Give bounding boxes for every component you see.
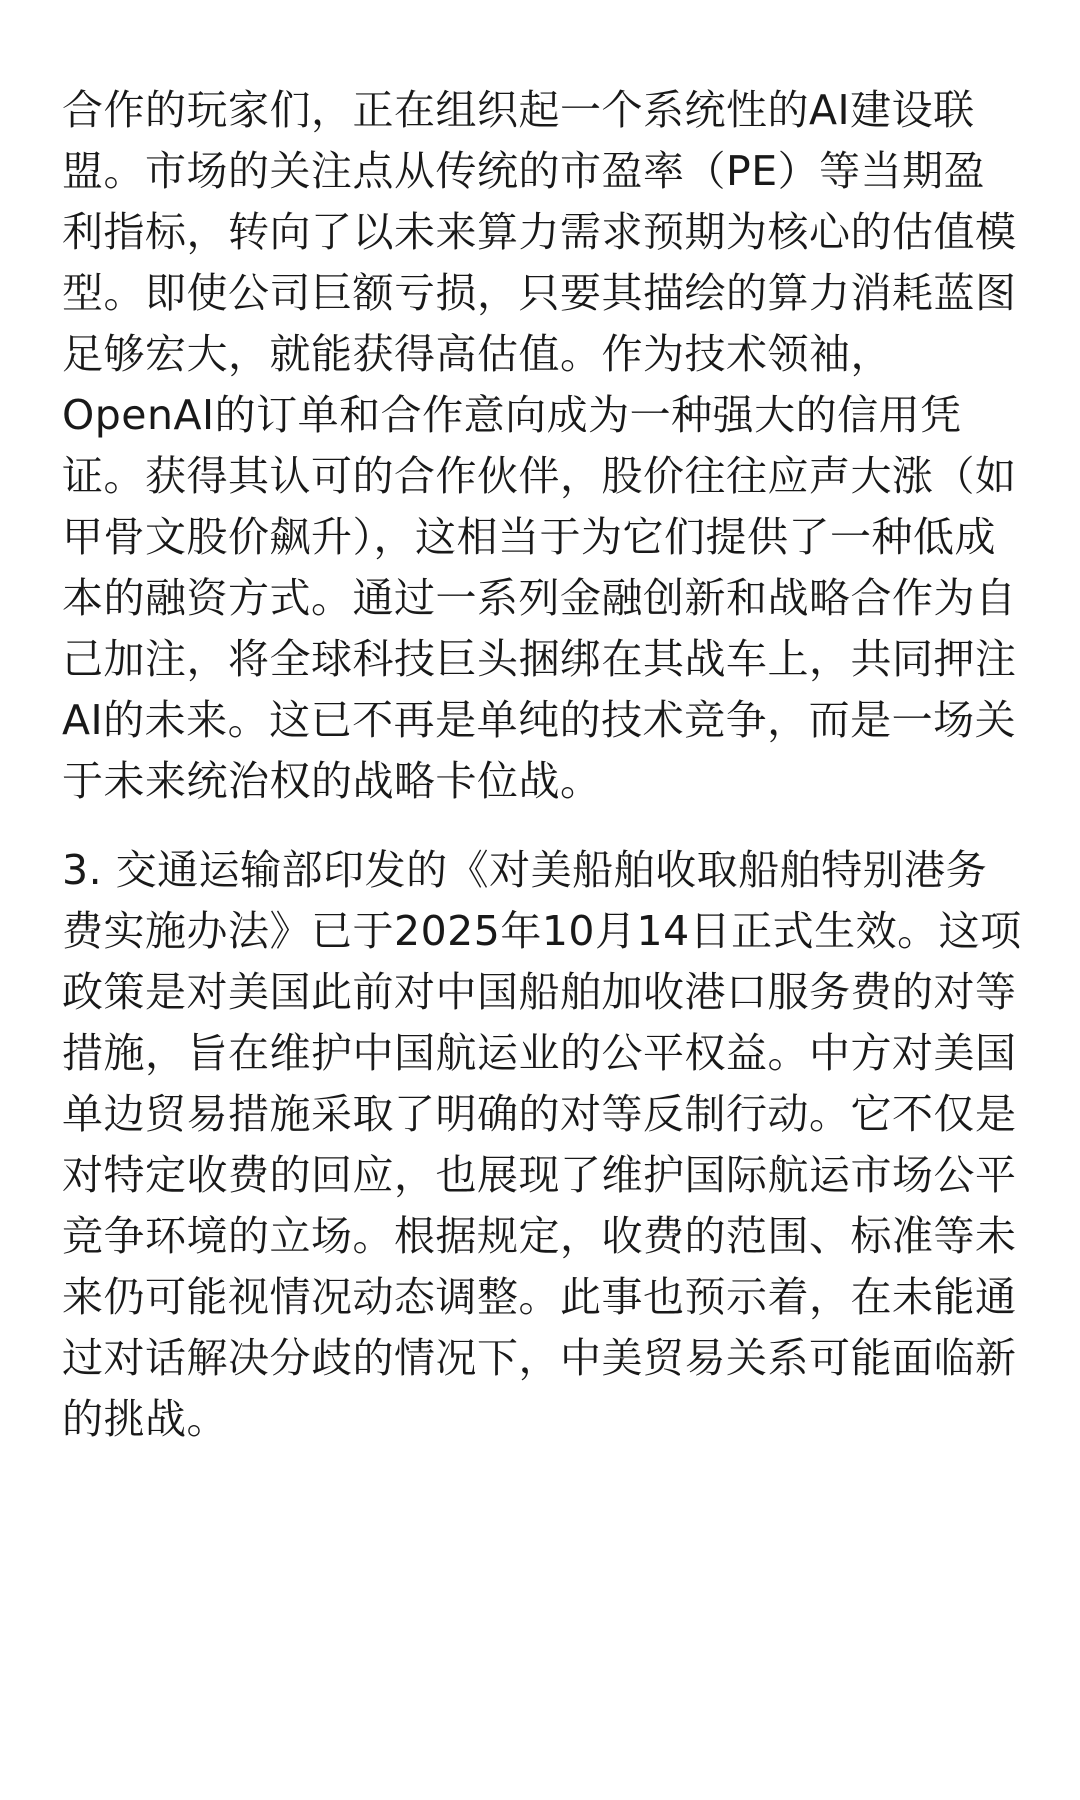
text-line: 的挑战。 — [62, 1395, 228, 1443]
text-line: 单边贸易措施采取了明确的对等反制行动。它不仅是 — [62, 1090, 1017, 1138]
text-line: 3. 交通运输部印发的《对美船舶收取船舶特别港务 — [62, 846, 988, 894]
text-line: 己加注，将全球科技巨头捆绑在其战车上，共同押注 — [62, 635, 1017, 683]
text-line: 于未来统治权的战略卡位战。 — [62, 757, 602, 805]
text-line: 足够宏大，就能获得高估值。作为技术领袖， — [62, 330, 892, 378]
text-line: 证。获得其认可的合作伙伴，股价往往应声大涨（如 — [62, 452, 1017, 500]
text-line: 措施，旨在维护中国航运业的公平权益。中方对美国 — [62, 1029, 1017, 1077]
text-line: 费实施办法》已于2025年10月14日正式生效。这项 — [62, 907, 1022, 955]
paragraph-port-fee-policy — [62, 840, 1022, 1450]
text-line: 竞争环境的立场。根据规定，收费的范围、标准等未 — [62, 1212, 1017, 1260]
article-body — [62, 80, 1022, 1450]
text-line: OpenAI的订单和合作意向成为一种强大的信用凭 — [62, 391, 962, 439]
text-line: 过对话解决分歧的情况下，中美贸易关系可能面临新 — [62, 1334, 1017, 1382]
text-line: 来仍可能视情况动态调整。此事也预示着，在未能通 — [62, 1273, 1017, 1321]
text-line: 型。即使公司巨额亏损，只要其描绘的算力消耗蓝图 — [62, 269, 1017, 317]
text-line: 政策是对美国此前对中国船舶加收港口服务费的对等 — [62, 968, 1017, 1016]
text-line: 利指标，转向了以未来算力需求预期为核心的估值模 — [62, 208, 1017, 256]
text-line: AI的未来。这已不再是单纯的技术竞争，而是一场关 — [62, 696, 1017, 744]
text-line: 盟。市场的关注点从传统的市盈率（PE）等当期盈 — [62, 147, 986, 195]
text-line: 合作的玩家们，正在组织起一个系统性的AI建设联 — [62, 86, 975, 134]
text-line: 本的融资方式。通过一系列金融创新和战略合作为自 — [62, 574, 1017, 622]
text-line: 甲骨文股价飙升），这相当于为它们提供了一种低成 — [62, 513, 996, 561]
text-line: 对特定收费的回应，也展现了维护国际航运市场公平 — [62, 1151, 1017, 1199]
paragraph-ai-alliance — [62, 80, 1022, 812]
